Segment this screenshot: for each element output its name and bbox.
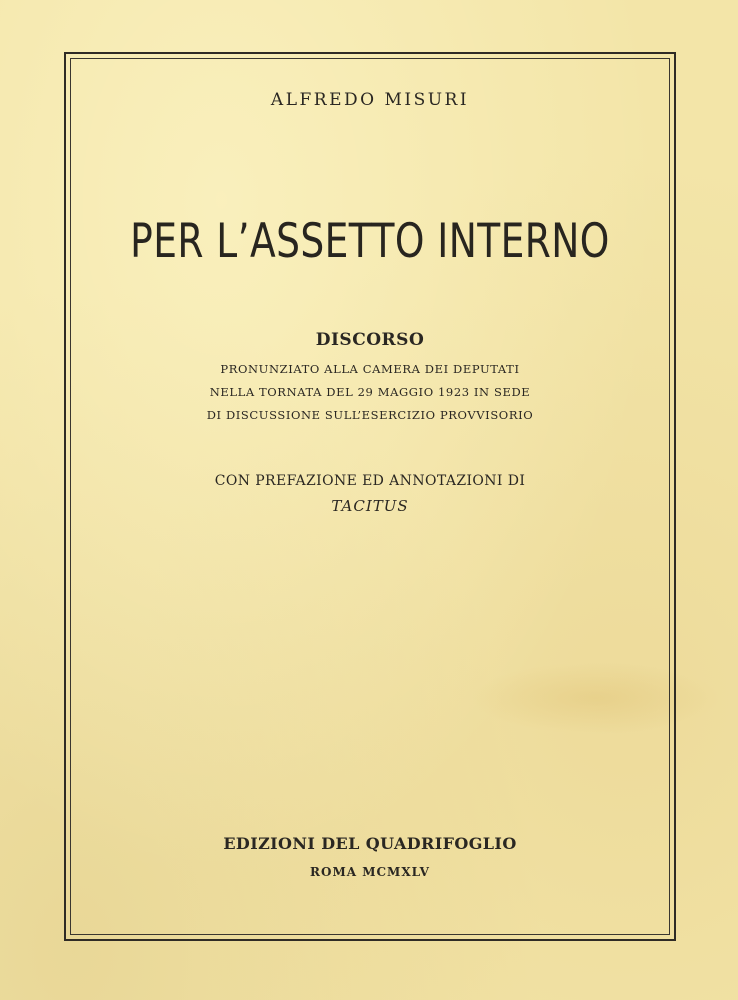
place-year: ROMA MCMXLV xyxy=(310,865,430,879)
description-line-3: DI DISCUSSIONE SULL’ESERCIZIO PROVVISORIO xyxy=(206,408,534,422)
description-line-1: PRONUNZIATO ALLA CAMERA DEI DEPUTATI xyxy=(220,362,520,376)
subtitle: DISCORSO xyxy=(315,330,425,350)
preface-author: TACITUS xyxy=(331,497,409,515)
publisher: EDIZIONI DEL QUADRIFOGLIO xyxy=(223,834,517,853)
preface-line: CON PREFAZIONE ED ANNOTAZIONI DI xyxy=(214,473,526,489)
author-name: ALFREDO MISURI xyxy=(270,90,470,110)
description-line-2: NELLA TORNATA DEL 29 MAGGIO 1923 IN SEDE xyxy=(209,385,531,399)
book-title: PER L’ASSETTO INTERNO xyxy=(130,214,610,269)
